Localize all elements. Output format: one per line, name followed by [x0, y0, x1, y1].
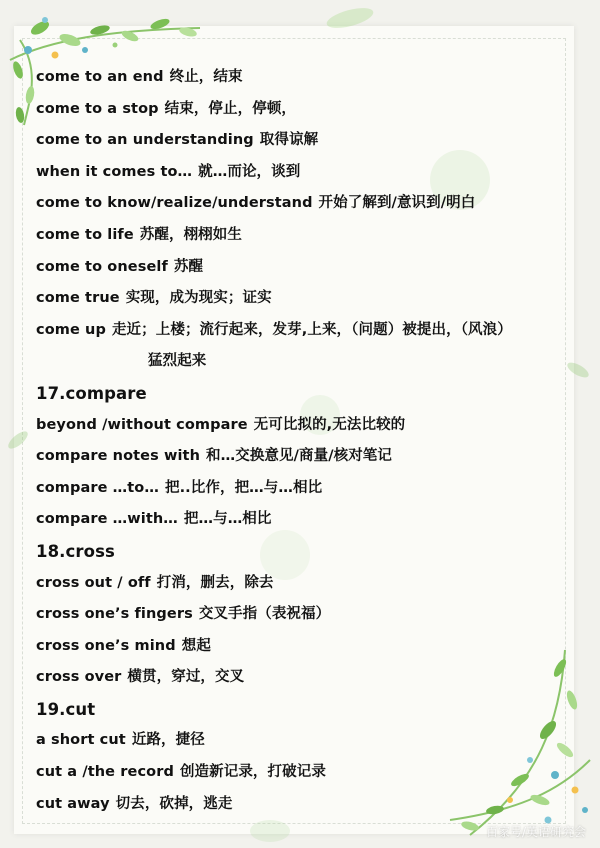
meaning-text: 结束，停止，停顿，	[164, 100, 297, 117]
phrase-entry	[36, 62, 580, 94]
phrase-entry	[36, 662, 580, 694]
meaning-text: 想起	[181, 637, 211, 654]
meaning-text: 实现，成为现实；证实	[125, 290, 272, 307]
phrase-entry	[36, 346, 580, 378]
phrase-text: compare …with…	[36, 511, 178, 528]
phrase-text: cross one’s mind	[36, 637, 176, 654]
meaning-text: 把..比作，把…与…相比	[164, 479, 323, 496]
phrase-text: beyond /without compare	[36, 416, 248, 433]
phrase-entry	[36, 188, 580, 220]
phrase-entry	[36, 283, 580, 315]
phrase-entry	[36, 473, 580, 505]
meaning-text: 开始了解到/意识到/明白	[318, 195, 476, 212]
meaning-text: 近路，捷径	[131, 732, 205, 749]
watermark: 百家号/英语研究会	[485, 825, 586, 839]
phrase-text: cross over	[36, 669, 122, 686]
phrase-entry	[36, 599, 580, 631]
meaning-text: 苏醒	[173, 258, 204, 275]
phrase-entry	[36, 157, 580, 189]
phrase-entry	[36, 568, 580, 600]
phrase-list	[36, 62, 580, 820]
phrase-entry	[36, 504, 580, 536]
phrase-text: come to oneself	[36, 258, 168, 275]
phrase-text: come to life	[36, 226, 134, 243]
meaning-text: 走近；上楼；流行起来，发芽,上来，（问题）被提出，（风浪）	[111, 321, 512, 338]
meaning-text: 和…交换意见/商量/核对笔记	[206, 448, 393, 465]
section-heading: 19.cut	[36, 699, 96, 719]
meaning-text: 横贯，穿过，交叉	[127, 669, 245, 686]
phrase-text: come to an end	[36, 69, 164, 85]
phrase-entry	[36, 757, 580, 789]
meaning-text: 终止，结束	[169, 69, 243, 85]
phrase-text: cut away	[36, 795, 110, 812]
phrase-text: come up	[36, 321, 106, 338]
phrase-text: come to an understanding	[36, 132, 254, 149]
phrase-text: cross one’s fingers	[36, 606, 193, 623]
meaning-text: 创造新记录，打破记录	[179, 764, 326, 781]
meaning-text: 无可比拟的,无法比较的	[253, 416, 406, 433]
phrase-text: come to a stop	[36, 100, 159, 117]
phrase-text: cross out / off	[36, 574, 151, 591]
meaning-text: 取得谅解	[259, 132, 319, 149]
phrase-entry	[36, 631, 580, 663]
phrase-entry	[36, 441, 580, 473]
phrase-entry	[36, 789, 580, 821]
meaning-text: 把…与…相比	[183, 511, 272, 528]
phrase-text: come to know/realize/understand	[36, 195, 313, 212]
meaning-text: 交叉手指（表祝福）	[198, 606, 331, 623]
phrase-text: compare …to…	[36, 479, 159, 496]
phrase-entry	[36, 315, 580, 347]
phrase-text: compare notes with	[36, 448, 201, 465]
phrase-text: cut a /the record	[36, 764, 174, 781]
phrase-text: when it comes to…	[36, 163, 193, 180]
phrase-entry	[36, 125, 580, 157]
meaning-text: 打消，删去，除去	[156, 574, 274, 591]
meaning-text: 猛烈起来	[148, 353, 207, 370]
section-heading: 18.cross	[36, 541, 115, 561]
meaning-text: 切去，砍掉，逃走	[115, 795, 233, 812]
background-blob	[250, 820, 290, 842]
phrase-entry	[36, 252, 580, 284]
phrase-entry	[36, 725, 580, 757]
phrase-entry	[36, 220, 580, 252]
section-heading: 17.compare	[36, 383, 147, 403]
phrase-entry	[36, 94, 580, 126]
phrase-text: a short cut	[36, 732, 126, 749]
meaning-text: 就…而论，谈到	[198, 163, 301, 180]
meaning-text: 苏醒，栩栩如生	[139, 226, 242, 243]
phrase-entry	[36, 410, 580, 442]
phrase-text: come true	[36, 290, 120, 307]
